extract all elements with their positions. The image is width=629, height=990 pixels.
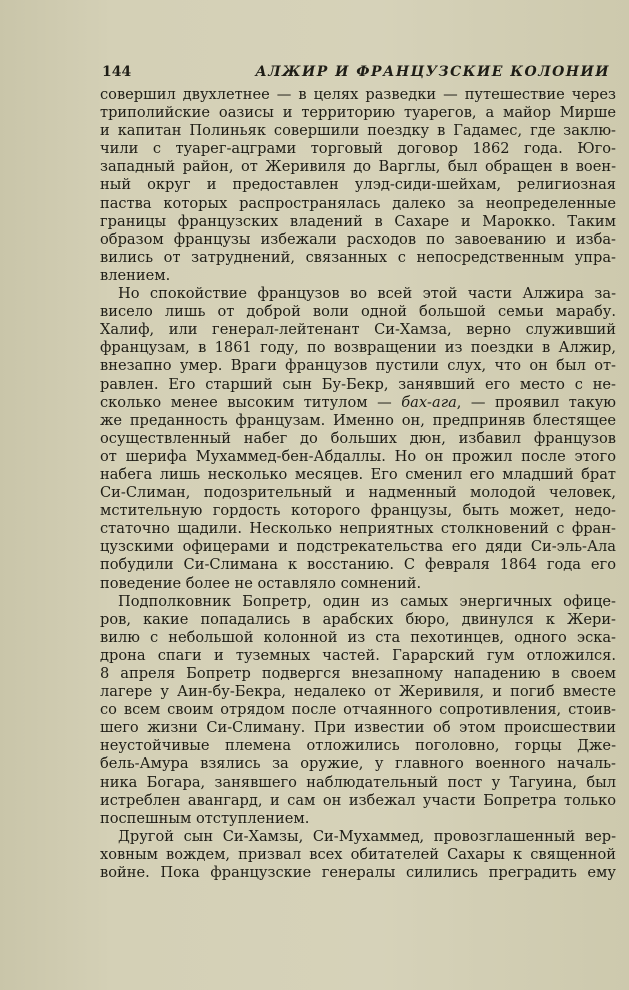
- text-line: набега лишь несколько месяцев. Его сменил его младший брат: [100, 465, 616, 483]
- text-line: 8 апреля Бопретр подвергся внезапному нападению в своем: [100, 665, 616, 682]
- text-line: цузскими офицерами и подстрекательства его дяди Си-эль-Ала: [100, 538, 616, 556]
- text-line: лагере у Аин-бу-Бекра, недалеко от Жеривиля, и погиб вместе: [100, 683, 616, 701]
- text-line: и капитан Полиньяк совершили поездку в Гадамес, где заклю-: [100, 122, 616, 140]
- text-line: статочно щадили. Несколько неприятных столкновений с фран-: [100, 520, 616, 538]
- text-line: шего жизни Си-Слиману. При известии об этом происшествии: [100, 719, 616, 737]
- page-header: [102, 64, 614, 82]
- text-line: ров, какие попадались в арабских бюро, двинулся к Жери-: [100, 610, 616, 628]
- text-line: войне. Пока французские генералы силились преградить ему: [100, 864, 616, 882]
- text-line: паства которых распространялась далеко за неопределенные: [100, 194, 616, 212]
- text-line: вилю с небольшой колонной из ста пехотинцев, одного эска-: [100, 628, 616, 646]
- text-line: сколько менее высоким титулом — бах-ага, — проявил такую: [100, 393, 616, 411]
- text-line: ника Богара, занявшего наблюдательный пост у Тагуина, был: [100, 773, 616, 791]
- text-line: границы французских владений в Сахаре и Марокко. Таким: [100, 212, 616, 230]
- text-line: вились от затруднений, связанных с непосредственным упра-: [100, 248, 616, 266]
- text-line: же преданность французам. Именно он, предприняв блестящее: [100, 411, 616, 429]
- text-line: внезапно умер. Враги французов пустили слух, что он был от-: [100, 357, 616, 375]
- text-line: неустойчивые племена отложились поголовно, горцы Дже-: [100, 737, 616, 755]
- text-line: мстительную гордость которого французы, быть может, недо-: [100, 502, 616, 520]
- text-line: истреблен авангард, и сам он избежал участи Бопретра только: [100, 791, 616, 809]
- text-line: влением.: [100, 266, 171, 284]
- text-line: от шерифа Мухаммед-бен-Абдаллы. Но он прожил после этого: [100, 447, 616, 465]
- text-line: Си-Слиман, подозрительный и надменный молодой человек,: [100, 484, 616, 502]
- text-line: французам, в 1861 году, по возвращении из поездки в Алжир,: [100, 339, 616, 357]
- text-line: побудили Си-Слимана к восстанию. С февраля 1864 года его: [100, 556, 616, 574]
- text-line: Другой сын Си-Хамзы, Си-Мухаммед, провозглашенный вер-: [118, 827, 616, 845]
- text-line: со всем своим отрядом после отчаянного сопротивления, стоив-: [100, 701, 616, 719]
- body-text: [100, 86, 616, 882]
- text-line: триполийские оазисы и территорию туарегов, а майор Мирше: [100, 104, 616, 122]
- running-title: АЛЖИР И ФРАНЦУЗСКИЕ КОЛОНИИ: [255, 64, 610, 80]
- text-line: поспешным отступлением.: [100, 809, 310, 827]
- text-line: ный округ и предоставлен улэд-сиди-шейхам, религиозная: [100, 176, 616, 194]
- page-number: 144: [102, 64, 132, 80]
- text-line: совершил двухлетнее — в целях разведки — путешествие через: [100, 86, 616, 103]
- text-line: висело лишь от доброй воли одной большой семьи марабу.: [100, 303, 616, 321]
- text-line: Подполковник Бопретр, один из самых энергичных офице-: [118, 592, 616, 610]
- text-line: бель-Амура взялись за оружие, у главного военного началь-: [100, 755, 616, 773]
- text-line: равлен. Его старший сын Бу-Бекр, занявший его место с не-: [100, 375, 616, 393]
- text-line: поведение более не оставляло сомнений.: [100, 574, 422, 592]
- text-line: дрона спаги и туземных частей. Гарарский гум отложился.: [100, 646, 616, 664]
- text-line: ховным вождем, призвал всех обитателей Сахары к священной: [100, 845, 616, 863]
- text-line: Халиф, или генерал-лейтенант Си-Хамза, верно служивший: [100, 321, 616, 339]
- text-line: образом французы избежали расходов по завоеванию и избa-: [100, 230, 616, 248]
- text-line: западный район, от Жеривиля до Варглы, был обращен в воен-: [100, 158, 616, 176]
- text-line: осуществленный набег до больших дюн, избавил французов: [100, 429, 616, 447]
- text-line: Но спокойствие французов во всей этой части Алжира за-: [118, 285, 616, 303]
- text-line: чили с туарег-ацграми торговый договор 1862 года. Юго-: [100, 140, 616, 158]
